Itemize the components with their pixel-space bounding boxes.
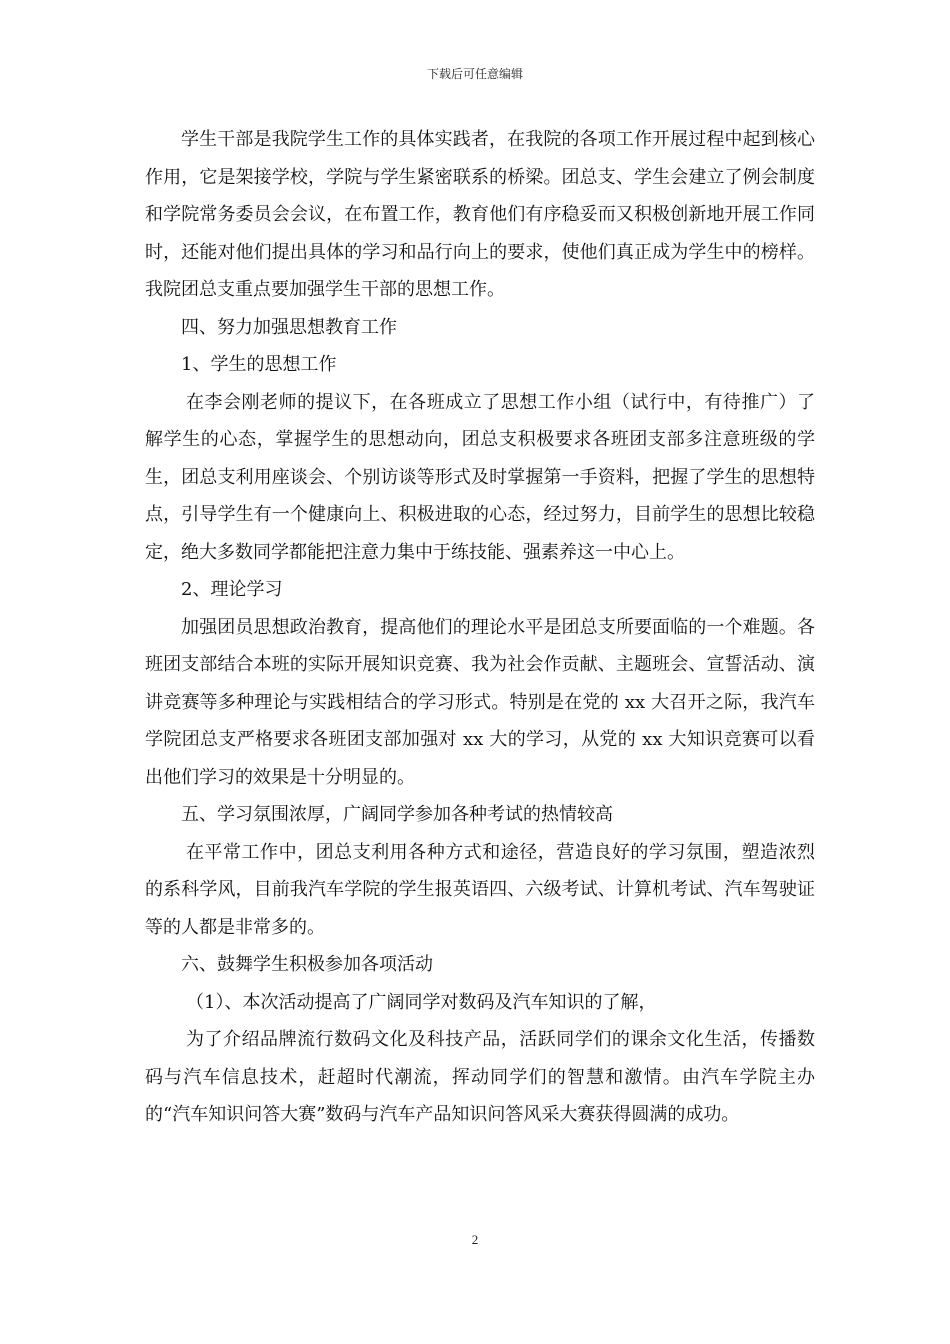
paragraph-student-cadres: 学生干部是我院学生工作的具体实践者，在我院的各项工作开展过程中起到核心作用，它是架接学校，学院与学生紧密联系的桥梁。团总支、学生会建立了例会制度和学院常务委员会会议，在布置工作，教育他们有序稳妥而又积极创新地开展工作同时，还能对他们提出具体的学习和品行向上的要求，使他们真正成为学生中的榜样。我院团总支重点要加强学生干部的思想工作。 bbox=[145, 129, 815, 300]
paragraph-theory-study: 加强团员思想政治教育，提高他们的理论水平是团总支所要面临的一个难题。各班团支部结合本班的实际开展知识竞赛、我为社会作贡献、主题班会、宣誓活动、演讲竞赛等多种理论与实践相结合的学习形式。特别是在党的 xx 大召开之际，我汽车学院团总支严格要求各班团支部加强对 xx 大的学习，从党的 xx 大知识竞赛可以看出他们学习的效果是十分明显的。 bbox=[145, 616, 815, 788]
subheading-activity-1: （1）、本次活动提高了广阔同学对数码及汽车知识的了解， bbox=[186, 991, 657, 1013]
subheading-theory-study: 2、理论学习 bbox=[181, 579, 283, 600]
page-header: 下载后可任意编辑 bbox=[426, 67, 523, 81]
section-heading-activities: 六、鼓舞学生积极参加各项活动 bbox=[181, 954, 433, 975]
section-heading-ideological-education: 四、努力加强思想教育工作 bbox=[181, 316, 397, 338]
paragraph-study-atmosphere: 在平常工作中，团总支利用各种方式和途径，营造良好的学习氛围，塑造浓烈的系科学风，目前我汽车学院的学生报英语四、六级考试、计算机考试、汽车驾驶证等的人都是非常多的。 bbox=[145, 841, 815, 938]
document-body bbox=[145, 121, 815, 1134]
subheading-student-thought-work: 1、学生的思想工作 bbox=[181, 354, 337, 375]
page-number: 2 bbox=[471, 1232, 479, 1247]
section-heading-study-atmosphere: 五、学习氛围浓厚，广阔同学参加各种考试的热情较高 bbox=[181, 804, 613, 825]
paragraph-thought-work-groups: 在李会刚老师的提议下，在各班成立了思想工作小组（试行中，有待推广）了解学生的心态，掌握学生的思想动向，团总支积极要求各班团支部多注意班级的学生，团总支利用座谈会、个别访谈等形式及时掌握第一手资料，把握了学生的思想特点，引导学生有一个健康向上、积极进取的心态，经过努力，目前学生的思想比较稳定，绝大多数同学都能把注意力集中于练技能、强素养这一中心上。 bbox=[145, 391, 815, 563]
paragraph-digital-car-contest: 为了介绍品牌流行数码文化及科技产品，活跃同学们的课余文化生活，传播数码与汽车信息技术，赶超时代潮流，挥动同学们的智慧和激情。由汽车学院主办的“汽车知识问答大赛”数码与汽车产品知识问答风采大赛获得圆满的成功。 bbox=[145, 1029, 815, 1125]
